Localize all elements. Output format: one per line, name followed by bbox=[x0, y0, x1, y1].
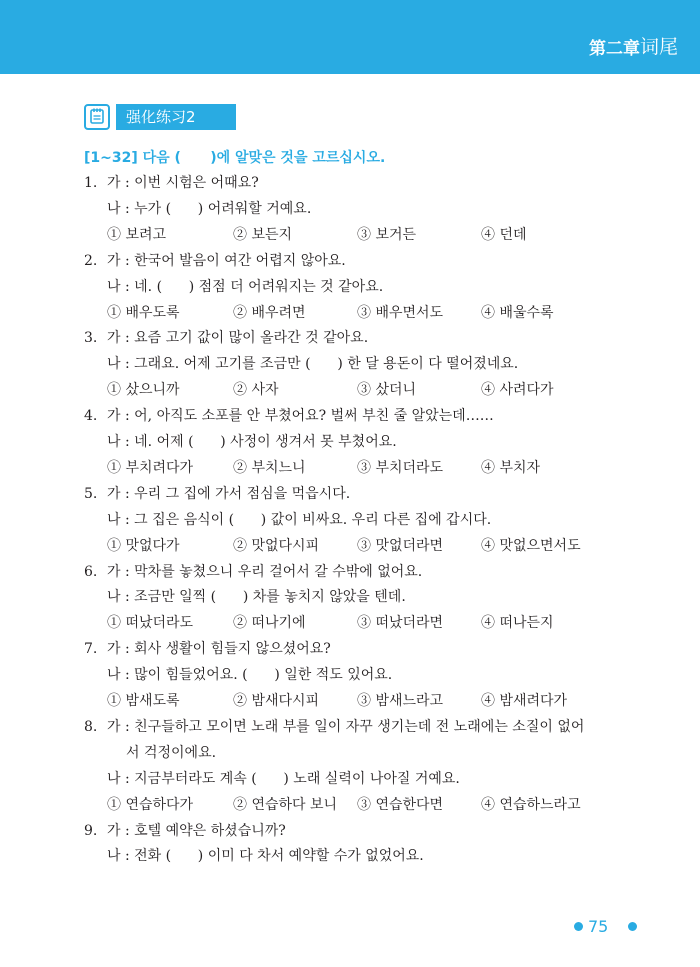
dialogue-line: 가 : 회사 생활이 힘들지 않으셨어요? bbox=[107, 641, 331, 658]
answer-option[interactable]: ① 맛없다가 bbox=[107, 537, 180, 554]
chapter-number: 第二章 bbox=[589, 39, 640, 59]
answer-option[interactable]: ① 배우도록 bbox=[107, 304, 180, 321]
dialogue-line: 나 : 그 집은 음식이 ( ) 값이 비싸요. 우리 다른 집에 갑시다. bbox=[107, 511, 492, 528]
dialogue-line: 서 걱정이에요. bbox=[126, 744, 217, 761]
answer-option[interactable]: ④ 사려다가 bbox=[481, 382, 554, 399]
answer-option[interactable]: ③ 떠났더라면 bbox=[357, 615, 444, 632]
answer-option[interactable]: ① 연습하다가 bbox=[107, 796, 194, 813]
answer-option[interactable]: ③ 맛없더라면 bbox=[357, 537, 444, 554]
instruction-text: [1~32] 다음 ( )에 알맞은 것을 고르십시오. bbox=[84, 150, 386, 166]
dialogue-line: 가 : 우리 그 집에 가서 점심을 먹읍시다. bbox=[107, 485, 351, 502]
dialogue-line: 나 : 네. 어제 ( ) 사정이 생겨서 못 부쳤어요. bbox=[107, 434, 397, 450]
answer-option[interactable]: ② 배우려면 bbox=[233, 304, 306, 321]
answer-option[interactable]: ② 사자 bbox=[233, 382, 279, 399]
answer-option[interactable]: ② 맛없다시피 bbox=[233, 537, 320, 554]
answer-option[interactable]: ③ 연습한다면 bbox=[357, 796, 444, 813]
question-number: 3. bbox=[84, 330, 98, 347]
answer-option[interactable]: ④ 밤새려다가 bbox=[481, 693, 568, 709]
page-number: 75 bbox=[588, 917, 609, 936]
answer-option[interactable]: ① 보려고 bbox=[107, 226, 167, 243]
answer-option[interactable]: ① 떠났더라도 bbox=[107, 615, 194, 632]
answer-option[interactable]: ② 연습하다 보니 bbox=[233, 796, 338, 813]
answer-option[interactable]: ② 떠나기에 bbox=[233, 615, 306, 632]
dialogue-line: 가 : 어, 아직도 소포를 안 부쳤어요? 벌써 부친 줄 알았는데…… bbox=[107, 408, 494, 425]
notebook-icon bbox=[84, 104, 110, 130]
answer-option[interactable]: ④ 떠나든지 bbox=[481, 615, 554, 632]
dialogue-line: 가 : 호텔 예약은 하셨습니까? bbox=[107, 822, 286, 839]
answer-option[interactable]: ② 부치느니 bbox=[233, 459, 306, 476]
answer-option[interactable]: ① 밤새도록 bbox=[107, 693, 180, 709]
answer-option[interactable]: ③ 배우면서도 bbox=[357, 304, 444, 321]
dialogue-line: 가 : 막차를 놓쳤으니 우리 걸어서 갈 수밖에 없어요. bbox=[107, 563, 423, 580]
answer-option[interactable]: ③ 샀더니 bbox=[357, 382, 417, 399]
answer-option[interactable]: ② 밤새다시피 bbox=[233, 693, 320, 709]
answer-option[interactable]: ④ 연습하느라고 bbox=[481, 796, 581, 813]
question-number: 8. bbox=[84, 718, 98, 735]
dialogue-line: 나 : 그래요. 어제 고기를 조금만 ( ) 한 달 용돈이 다 떨어졌네요. bbox=[107, 356, 519, 373]
answer-option[interactable]: ③ 밤새느라고 bbox=[357, 693, 444, 709]
answer-option[interactable]: ① 부치려다가 bbox=[107, 459, 194, 476]
page-dot-right bbox=[628, 922, 637, 931]
answer-option[interactable]: ② 보든지 bbox=[233, 226, 293, 243]
answer-option[interactable]: ④ 배울수록 bbox=[481, 304, 554, 321]
answer-option[interactable]: ④ 맛없으면서도 bbox=[481, 537, 581, 554]
section-title-label: 强化练习2 bbox=[116, 104, 236, 130]
dialogue-line: 가 : 친구들하고 모이면 노래 부를 일이 자꾸 생기는데 전 노래에는 소질이 없어 bbox=[107, 718, 585, 735]
dialogue-line: 나 : 전화 ( ) 이미 다 차서 예약할 수가 없었어요. bbox=[107, 848, 424, 865]
chapter-header bbox=[0, 0, 700, 74]
answer-option[interactable]: ④ 던데 bbox=[481, 226, 527, 243]
dialogue-line: 나 : 네. ( ) 점점 더 어려워지는 것 같아요. bbox=[107, 278, 384, 295]
answer-option[interactable]: ③ 보거든 bbox=[357, 226, 417, 243]
dialogue-line: 가 : 요즘 고기 값이 많이 올라간 것 같아요. bbox=[107, 330, 369, 347]
dialogue-line: 가 : 이번 시험은 어때요? bbox=[107, 175, 259, 191]
dialogue-line: 나 : 많이 힘들었어요. ( ) 일한 적도 있어요. bbox=[107, 667, 393, 684]
question-number: 7. bbox=[84, 641, 98, 658]
chapter-name: 词尾 bbox=[639, 36, 678, 58]
page-dot-left bbox=[574, 922, 583, 931]
answer-option[interactable]: ① 샀으니까 bbox=[107, 382, 180, 399]
question-number: 1. bbox=[84, 175, 98, 191]
dialogue-line: 가 : 한국어 발음이 여간 어렵지 않아요. bbox=[107, 252, 346, 269]
question-number: 4. bbox=[84, 408, 98, 425]
question-number: 5. bbox=[84, 485, 98, 502]
answer-option[interactable]: ③ 부치더라도 bbox=[357, 459, 444, 476]
answer-option[interactable]: ④ 부치자 bbox=[481, 459, 541, 476]
dialogue-line: 나 : 조금만 일찍 ( ) 차를 놓치지 않았을 텐데. bbox=[107, 589, 406, 606]
question-number: 6. bbox=[84, 563, 98, 580]
dialogue-line: 나 : 지금부터라도 계속 ( ) 노래 실력이 나아질 거예요. bbox=[107, 770, 460, 787]
dialogue-line: 나 : 누가 ( ) 어려워할 거예요. bbox=[107, 200, 312, 217]
question-number: 2. bbox=[84, 252, 98, 269]
question-number: 9. bbox=[84, 822, 98, 839]
